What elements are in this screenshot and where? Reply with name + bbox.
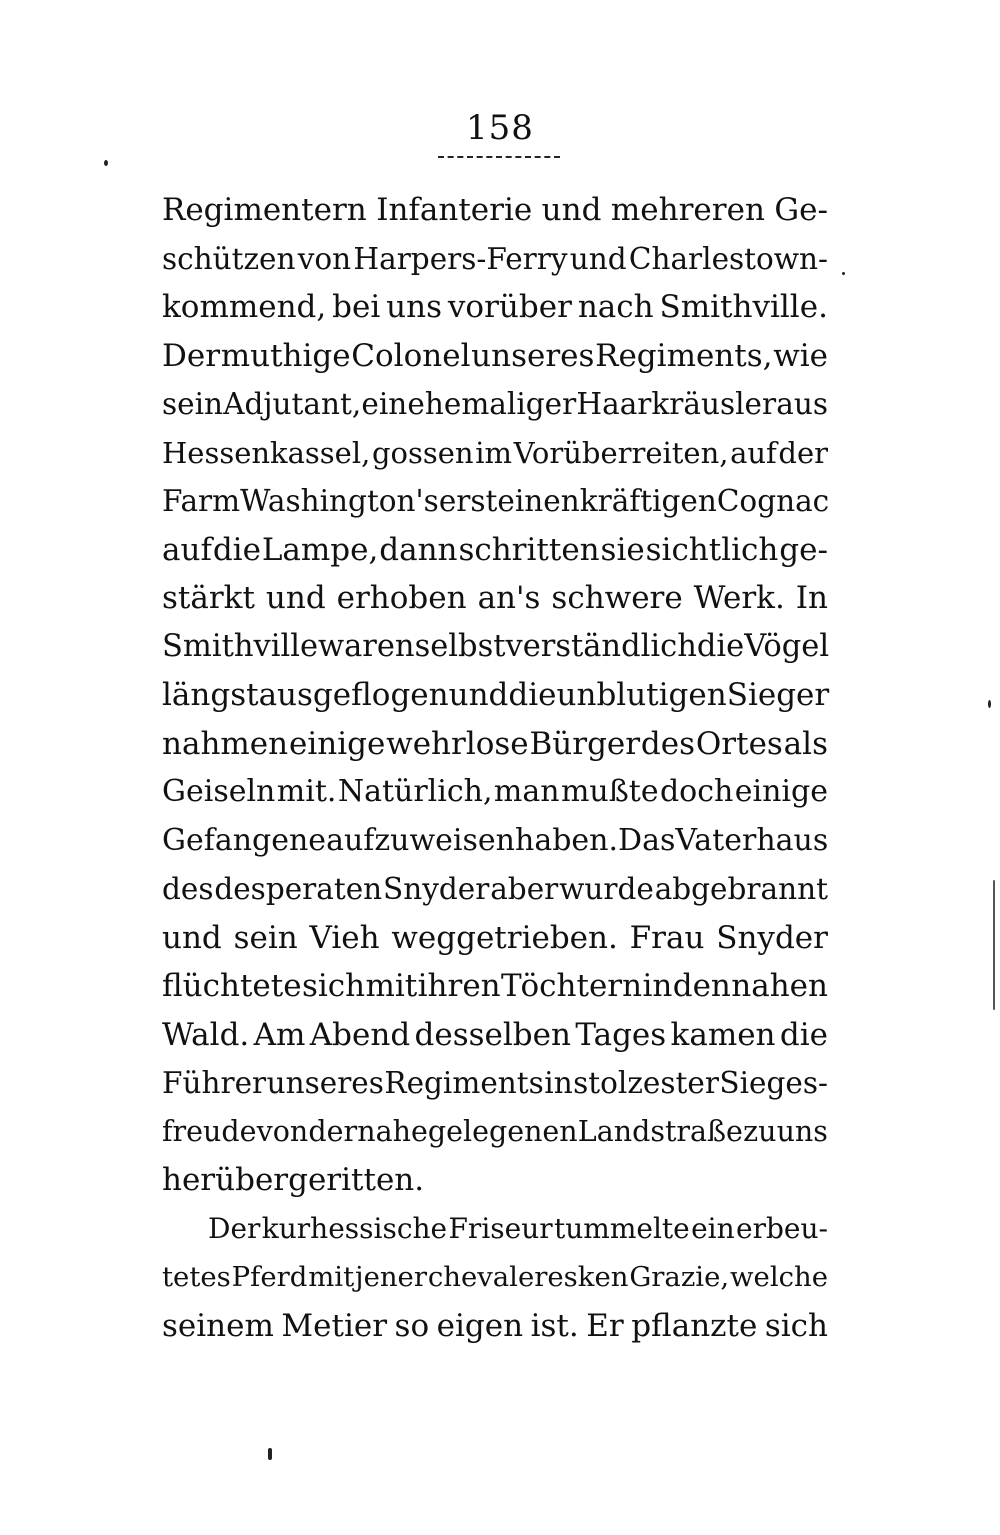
text-line: Gefangene aufzuweisen haben. Das Vaterhaus (162, 822, 829, 858)
text-line: freude von der nahegelegenen Landstraße zu uns (162, 1114, 828, 1148)
text-line: Hessenkassel, gossen im Vorüberreiten, auf der (162, 435, 828, 470)
text-line: Der muthige Colonel unseres Regiments, wie (162, 337, 828, 374)
header-rule (438, 156, 560, 158)
text-line: auf die Lampe, dann schritten sie sichtlich ge- (162, 531, 828, 568)
scan-speck (988, 700, 991, 708)
text-line: Wald. Am Abend desselben Tages kamen die (162, 1016, 828, 1053)
text-line: nahmen einige wehrlose Bürger des Ortes als (162, 725, 828, 762)
text-line: flüchtete sich mit ihren Töchtern in den nahen (162, 968, 828, 1004)
text-line: sein Adjutant, ein ehemaliger Haarkräusler aus (162, 387, 828, 421)
text-line: kommend, bei uns vorüber nach Smithville. (162, 289, 828, 325)
scan-speck (268, 1448, 272, 1460)
text-line: herübergeritten. (162, 1162, 425, 1198)
body-text (162, 186, 828, 1350)
text-line: stärkt und erhoben an's schwere Werk. In (162, 580, 828, 616)
scan-speck (842, 272, 845, 275)
text-line: Regimentern Infanterie und mehreren Ge- (162, 192, 828, 228)
text-line: längst ausgeflogen und die unblutigen Sieger (162, 677, 830, 713)
text-line: Führer unseres Regiments in stolzester Sieges- (162, 1066, 828, 1100)
text-line: Farm Washington's erst einen kräftigen Cognac (162, 484, 830, 518)
paragraph (162, 1205, 828, 1351)
scan-speck (104, 160, 108, 166)
page-number: 158 (466, 108, 534, 148)
text-line: tetes Pferd mit jener chevaleresken Grazie, welche (162, 1261, 828, 1293)
text-line: schützen von Harpers-Ferry und Charlestown- (162, 241, 828, 276)
text-line: des desperaten Snyder aber wurde abgebrannt (162, 872, 828, 906)
scan-speck (993, 880, 995, 1010)
paragraph (162, 186, 828, 1205)
text-line: Smithville waren selbstverständlich die Vögel (162, 628, 830, 664)
text-line: seinem Metier so eigen ist. Er pflanzte sich (162, 1307, 828, 1344)
text-line: und sein Vieh weggetrieben. Frau Snyder (162, 919, 828, 956)
text-line: Geiseln mit. Natürlich, man mußte doch einige (162, 774, 828, 809)
text-line: Der kurhessische Friseur tummelte ein erbeu- (208, 1211, 828, 1245)
